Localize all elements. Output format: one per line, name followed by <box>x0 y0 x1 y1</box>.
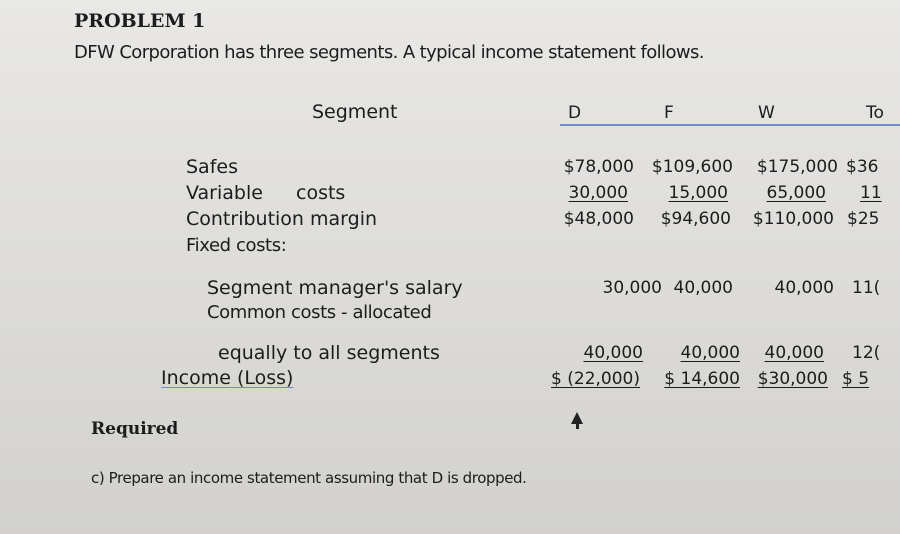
segment-header: Segment <box>312 101 398 123</box>
salary-label: Segment manager's salary <box>207 277 463 299</box>
variable-w: 65,000 <box>766 183 826 203</box>
salary-total: 11( <box>852 278 881 298</box>
common-f: 40,000 <box>680 343 740 363</box>
col-header-d: D <box>568 103 582 123</box>
sales-f: $109,600 <box>651 157 733 177</box>
variable-label: Variable <box>186 182 263 204</box>
salary-d: 30,000 <box>602 278 662 298</box>
income-f: $ 14,600 <box>664 369 740 389</box>
task-text: c) Prepare an income statement assuming that D is dropped. <box>91 469 527 487</box>
contribution-total: $25 <box>847 209 880 229</box>
col-header-f: F <box>664 103 674 123</box>
variable-d: 30,000 <box>568 183 628 203</box>
common-w: 40,000 <box>764 343 824 363</box>
required-heading: Required <box>91 419 179 439</box>
income-d: $ (22,000) <box>551 369 640 389</box>
common-costs-label-2: equally to all segments <box>218 342 440 364</box>
contribution-f: $94,600 <box>660 209 731 229</box>
common-total: 12( <box>852 343 881 363</box>
problem-title: PROBLEM 1 <box>74 10 206 32</box>
variable-total: 11 <box>860 183 882 203</box>
costs-label: costs <box>296 182 346 204</box>
income-label: Income (Loss) <box>161 367 294 389</box>
salary-w: 40,000 <box>774 278 834 298</box>
contribution-d: $48,000 <box>563 209 634 229</box>
col-header-total: To <box>866 103 884 123</box>
salary-f: 40,000 <box>673 278 733 298</box>
common-costs-label: Common costs - allocated <box>207 302 432 323</box>
variable-f: 15,000 <box>668 183 728 203</box>
fixed-costs-label: Fixed costs: <box>186 235 287 256</box>
header-underline <box>560 124 900 126</box>
intro-text: DFW Corporation has three segments. A typical income statement follows. <box>74 42 704 63</box>
common-d: 40,000 <box>583 343 643 363</box>
sales-total: $36 <box>846 157 879 177</box>
col-header-w: W <box>758 103 775 123</box>
income-total: $ 5 <box>842 369 870 389</box>
sales-d: $78,000 <box>563 157 634 177</box>
contribution-w: $110,000 <box>752 209 834 229</box>
contribution-label: Contribution margin <box>186 208 378 230</box>
mouse-cursor-tail <box>576 423 579 429</box>
sales-w: $175,000 <box>756 157 838 177</box>
sales-label: Safes <box>186 156 238 178</box>
income-w: $30,000 <box>757 369 828 389</box>
